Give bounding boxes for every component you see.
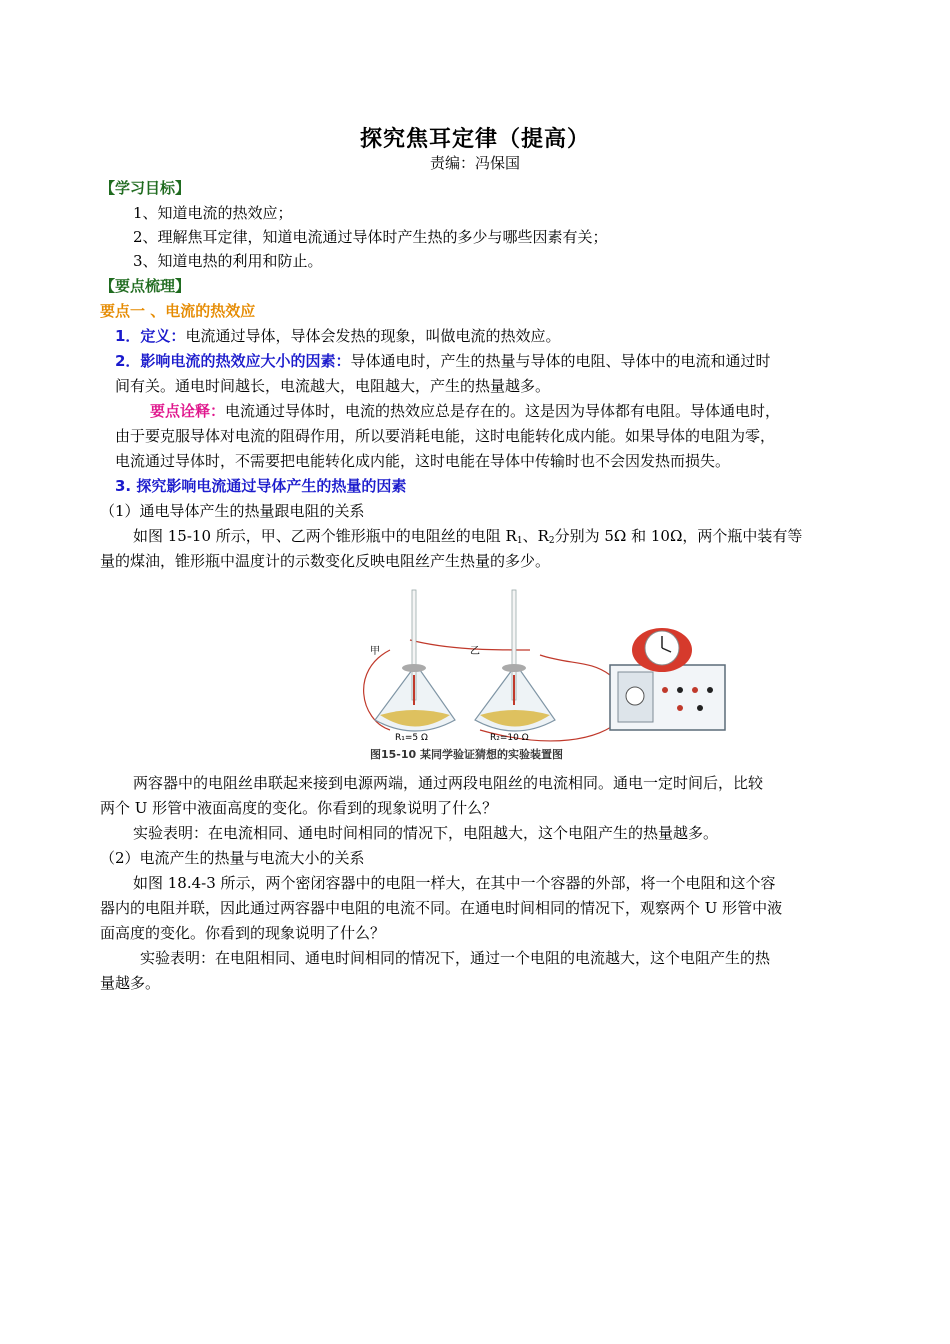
part1-paragraph-3: 两容器中的电阻丝串联起来接到电源两端，通过两段电阻丝的电流相同。通电一定时间后，比较: [133, 774, 764, 792]
part2-paragraph-2: 器内的电阻并联，因此通过两容器中电阻的电流不同。在通电时间相同的情况下，观察两个 U 形管中液: [100, 899, 783, 917]
part1-paragraph-1: [133, 526, 802, 551]
section1-heading: 要点一 、电流的热效应: [100, 302, 256, 320]
label-r2: R₂=10 Ω: [490, 733, 529, 743]
note-text-2: 由于要克服导体对电流的阻碍作用，所以要消耗电能，这时电能转化成内能。如果导体的电阻为零，: [115, 427, 776, 445]
power-supply: [610, 665, 725, 730]
part2-conclusion-2: 量越多。: [100, 974, 161, 992]
flask-jia: [375, 590, 455, 731]
part2-conclusion-1: 实验表明：在电阻相同、通电时间相同的情况下，通过一个电阻的电流越大，这个电阻产生的热: [140, 949, 771, 967]
goal-item-2: 2、理解焦耳定律，知道电流通过导体时产生热的多少与哪些因素有关；: [133, 228, 608, 246]
page-title: 探究焦耳定律（提高）: [359, 127, 590, 152]
part1-conclusion: 实验表明：在电流相同、通电时间相同的情况下，电阻越大，这个电阻产生的热量越多。: [133, 824, 719, 842]
part1-title: （1）通电导体产生的热量跟电阻的关系: [100, 502, 365, 520]
label-yi: 乙: [470, 646, 480, 657]
note-text-1: 电流通过导体时，电流的热效应总是存在的。这是因为导体都有电阻。导体通电时，: [225, 402, 781, 420]
part1-p1-b: 、R: [522, 527, 549, 545]
note-label: 要点诠释：: [150, 402, 226, 420]
part2-title: （2）电流产生的热量与电流大小的关系: [100, 849, 365, 867]
factor-line-1: [115, 351, 770, 371]
part2-paragraph-3: 面高度的变化。你看到的现象说明了什么？: [100, 924, 386, 942]
subscript-1: 1: [516, 536, 523, 546]
part1-paragraph-2: 量的煤油，锥形瓶中温度计的示数变化反映电阻丝产生热量的多少。: [100, 552, 551, 570]
goal-item-3: 3、知道电热的利用和防止。: [133, 252, 323, 270]
part1-paragraph-4: 两个 U 形管中液面高度的变化。你看到的现象说明了什么？: [100, 799, 498, 817]
note-line-1: [150, 401, 780, 421]
definition-text: 电流通过导体，导体会发热的现象，叫做电流的热效应。: [185, 327, 561, 345]
explore-heading: 3. 探究影响电流通过导体产生的热量的因素: [115, 477, 407, 495]
subscript-2: 2: [548, 536, 555, 546]
label-jia: 甲: [370, 646, 380, 657]
definition-line: [115, 326, 560, 346]
clock-icon: [632, 628, 692, 672]
definition-label: 1．定义：: [115, 327, 186, 345]
experiment-figure: [350, 580, 730, 770]
goals-heading: 【学习目标】: [100, 179, 191, 197]
goal-item-1: 1、知道电流的热效应；: [133, 204, 293, 222]
factor-text-2: 间有关。通电时间越长，电流越大，电阻越大，产生的热量越多。: [115, 377, 551, 395]
label-r1: R₁=5 Ω: [395, 733, 428, 743]
part2-paragraph-1: 如图 18.4-3 所示，两个密闭容器中的电阻一样大，在其中一个容器的外部，将一个电阻和这个容: [133, 874, 776, 892]
figure-caption: 图15-10 某同学验证猜想的实验装置图: [370, 748, 564, 761]
part1-p1-c: 分别为 5Ω 和 10Ω，两个瓶中装有等: [554, 527, 803, 545]
editor-line: 责编：冯保国: [429, 154, 520, 172]
points-heading: 【要点梳理】: [100, 277, 191, 295]
factor-text-1: 导体通电时，产生的热量与导体的电阻、导体中的电流和通过时: [350, 352, 771, 370]
flask-yi: [475, 590, 555, 731]
factor-label: 2．影响电流的热效应大小的因素：: [115, 352, 351, 370]
note-text-3: 电流通过导体时，不需要把电能转化成内能，这时电能在导体中传输时也不会因发热而损失。: [115, 452, 731, 470]
part1-p1-a: 如图 15-10 所示，甲、乙两个锥形瓶中的电阻丝的电阻 R: [133, 527, 517, 545]
